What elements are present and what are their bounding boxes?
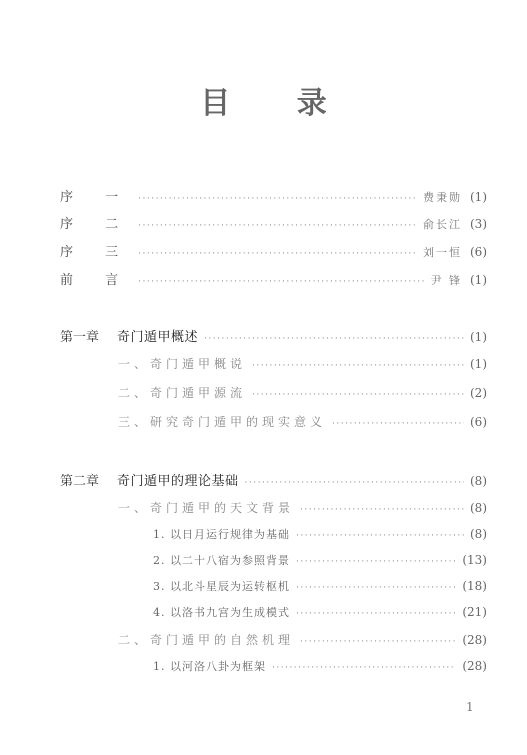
toc-entry-page: (28) <box>462 633 487 647</box>
subsection-title: 1. 以河洛八卦为框架 <box>153 660 266 673</box>
toc-entry-preface-2[interactable] <box>60 213 487 235</box>
toc-entry-page: (3) <box>470 217 487 231</box>
toc-entry-label: 序 二 <box>60 217 133 232</box>
toc-entry-author: 费秉勋 <box>423 191 462 204</box>
toc-entry-page: (6) <box>470 245 487 259</box>
dot-leader <box>296 557 456 567</box>
subsection-title: 3. 以北斗星辰为运转枢机 <box>153 580 290 593</box>
toc-section-2-1[interactable] <box>118 499 487 521</box>
dot-leader <box>300 637 456 647</box>
dot-leader <box>138 194 417 204</box>
toc-entry-preface-3[interactable] <box>60 241 487 263</box>
toc-entry-page: (1) <box>470 190 487 204</box>
section-title: 一、奇门遁甲的天文背景 <box>118 501 295 515</box>
section-title: 三、研究奇门遁甲的现实意义 <box>118 415 327 429</box>
dot-leader <box>138 221 417 231</box>
dot-leader <box>296 583 456 593</box>
toc-entry-foreword[interactable] <box>60 269 487 291</box>
toc-subsection-2-2-1[interactable] <box>153 658 487 680</box>
toc-entry-page: (21) <box>462 605 487 619</box>
toc-subsection-2-1-1[interactable] <box>153 526 487 548</box>
chapter-number: 第一章 <box>60 330 100 345</box>
dot-leader <box>300 505 464 515</box>
toc-section-2-2[interactable] <box>118 631 487 653</box>
subsection-title: 4. 以洛书九宫为生成模式 <box>153 606 290 619</box>
chapter-title: 奇门遁甲的理论基础 <box>117 474 239 489</box>
toc-chapter-2[interactable] <box>60 470 487 492</box>
dot-leader <box>252 390 464 400</box>
toc-entry-label: 序 一 <box>60 190 133 205</box>
toc-entry-page: (1) <box>470 273 487 287</box>
toc-entry-page: (8) <box>470 474 487 488</box>
toc-entry-page: (1) <box>470 357 487 371</box>
section-title: 二、奇门遁甲的自然机理 <box>118 633 295 647</box>
toc-entry-preface-1[interactable] <box>60 186 487 208</box>
toc-entry-page: (8) <box>470 527 487 541</box>
chapter-title: 奇门遁甲概述 <box>117 330 199 345</box>
dot-leader <box>204 334 464 344</box>
dot-leader <box>332 419 464 429</box>
page-number: 1 <box>466 700 474 714</box>
section-title: 一、奇门遁甲概说 <box>118 357 247 371</box>
toc-section-1-2[interactable] <box>118 384 487 406</box>
chapter-number: 第二章 <box>60 474 100 489</box>
toc-subsection-2-1-3[interactable] <box>153 578 487 600</box>
subsection-title: 1. 以日月运行规律为基础 <box>153 528 290 541</box>
toc-entry-page: (1) <box>470 330 487 344</box>
toc-subsection-2-1-4[interactable] <box>153 604 487 626</box>
dot-leader <box>252 361 464 371</box>
toc-entry-page: (13) <box>462 553 487 567</box>
toc-entry-page: (2) <box>470 386 487 400</box>
subsection-title: 2. 以二十八宿为参照背景 <box>153 554 290 567</box>
toc-entry-page: (28) <box>462 659 487 673</box>
dot-leader <box>296 531 464 541</box>
dot-leader <box>272 663 456 673</box>
dot-leader <box>138 277 424 287</box>
toc-section-1-3[interactable] <box>118 413 487 435</box>
page-title: 目 录 <box>200 86 355 121</box>
toc-entry-author: 尹 锋 <box>430 274 462 287</box>
toc-entry-page: (8) <box>470 501 487 515</box>
toc-entry-page: (18) <box>462 579 487 593</box>
dot-leader <box>138 249 417 259</box>
toc-entry-author: 刘一恒 <box>423 246 462 259</box>
toc-entry-author: 俞长江 <box>423 218 462 231</box>
toc-entry-page: (6) <box>470 415 487 429</box>
toc-subsection-2-1-2[interactable] <box>153 552 487 574</box>
section-title: 二、奇门遁甲源流 <box>118 386 247 400</box>
toc-entry-label: 序 三 <box>60 245 133 260</box>
toc-section-1-1[interactable] <box>118 355 487 377</box>
dot-leader <box>245 478 464 488</box>
toc-entry-label: 前 言 <box>60 273 133 288</box>
toc-chapter-1[interactable] <box>60 326 487 348</box>
dot-leader <box>296 609 456 619</box>
